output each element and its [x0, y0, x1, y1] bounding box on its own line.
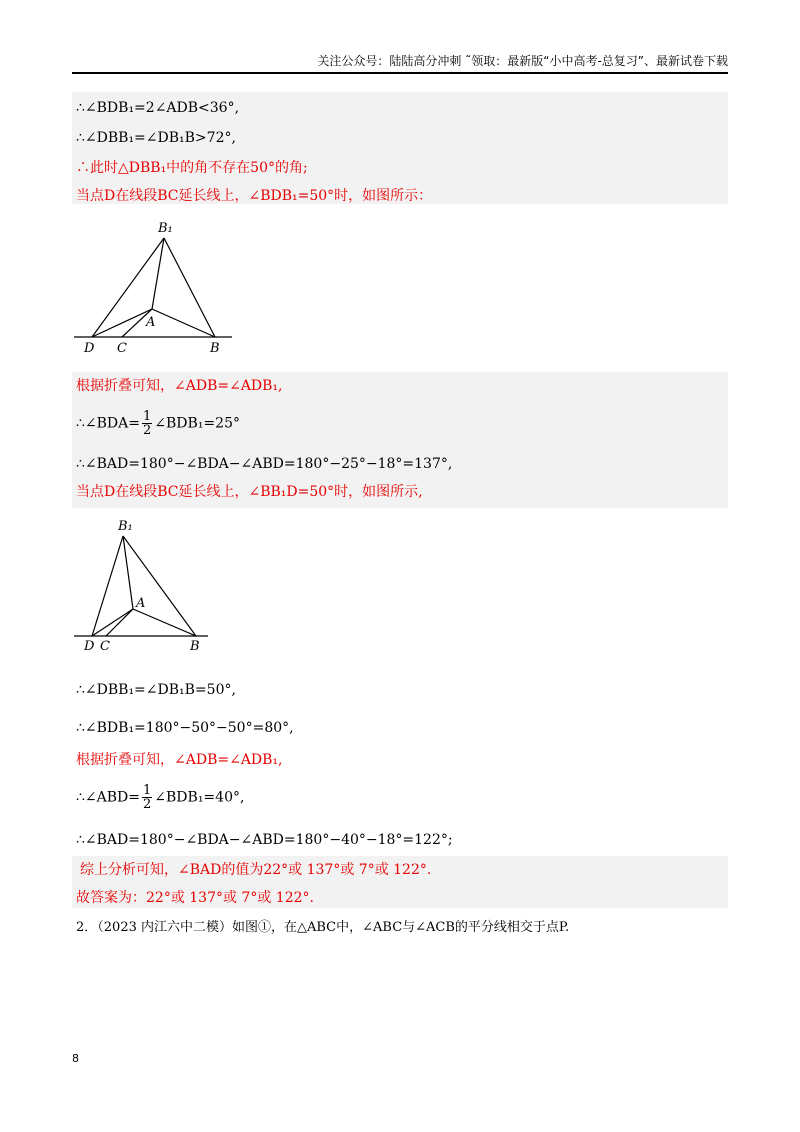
step-line-3: ∴此时△DBB₁中的角不存在50°的角;: [76, 160, 308, 176]
step-line-12: [76, 784, 244, 811]
label-b1: B₁: [118, 519, 133, 534]
label-c: C: [117, 341, 127, 356]
step-line-8: 当点D在线段BC延长线上，∠BB₁D=50°时，如图所示,: [76, 484, 423, 500]
step-line-13: ∴∠BAD=180°−∠BDA−∠ABD=180°−40°−18°=122°;: [76, 832, 453, 848]
label-d: D: [84, 639, 95, 654]
label-c: C: [100, 639, 110, 654]
figure-2: [72, 516, 212, 656]
step-12-suffix: ∠BDB₁=40°,: [154, 789, 245, 806]
step-line-1: ∴∠BDB₁=2∠ADB<36°,: [76, 100, 240, 116]
page-number: 8: [72, 1052, 79, 1065]
fraction-numerator: 1: [143, 783, 152, 798]
fraction-half: [142, 410, 152, 437]
summary-line: 综上分析可知，∠BAD的值为22°或 137°或 7°或 122°.: [80, 862, 432, 878]
step-line-11: 根据折叠可知，∠ADB=∠ADB₁,: [76, 752, 283, 768]
step-12-prefix: ∴∠ABD=: [76, 789, 140, 806]
step-6-prefix: ∴∠BDA=: [76, 415, 140, 432]
label-b1: B₁: [158, 221, 173, 236]
step-line-4: 当点D在线段BC延长线上，∠BDB₁=50°时，如图所示：: [76, 188, 433, 204]
label-b: B: [210, 341, 220, 356]
step-line-5: 根据折叠可知，∠ADB=∠ADB₁,: [76, 378, 283, 394]
label-a: A: [136, 596, 146, 611]
step-6-suffix: ∠BDB₁=25°: [154, 415, 240, 432]
figure-1: [72, 216, 242, 358]
step-line-2: ∴∠DBB₁=∠DB₁B>72°,: [76, 130, 236, 146]
answer-line: 故答案为：22°或 137°或 7°或 122°.: [76, 890, 314, 906]
step-line-6: [76, 410, 240, 437]
page-header: 关注公众号：陆陆高分冲刺 ˜领取：最新版“小中高考-总复习”、最新试卷下载: [72, 52, 728, 74]
fraction-half-2: [142, 784, 152, 811]
step-line-10: ∴∠BDB₁=180°−50°−50°=80°,: [76, 720, 294, 736]
fraction-denominator: 2: [143, 423, 152, 438]
step-line-7: ∴∠BAD=180°−∠BDA−∠ABD=180°−25°−18°=137°,: [76, 456, 453, 472]
label-b: B: [190, 639, 200, 654]
question-2: 2．（2023 内江六中二模）如图①，在△ABC中，∠ABC与∠ACB的平分线相交于点P.: [76, 920, 570, 935]
label-a: A: [146, 315, 156, 330]
step-line-9: ∴∠DBB₁=∠DB₁B=50°,: [76, 682, 236, 698]
fraction-numerator: 1: [143, 409, 152, 424]
label-d: D: [84, 341, 95, 356]
fraction-denominator: 2: [143, 797, 152, 812]
